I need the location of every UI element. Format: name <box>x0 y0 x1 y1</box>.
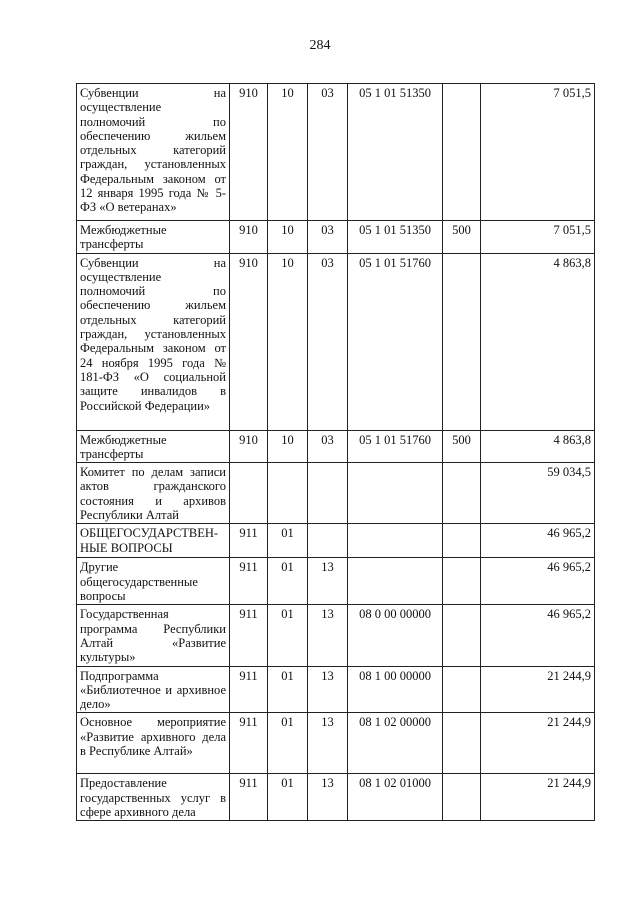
amount-value: 21 244,9 <box>481 713 595 774</box>
expense-type-code <box>443 558 481 605</box>
target-article-code <box>348 558 443 605</box>
amount-value: 21 244,9 <box>481 666 595 713</box>
expense-type-code <box>443 605 481 666</box>
target-article-code <box>348 524 443 558</box>
table-row <box>77 774 595 821</box>
subsection-code: 13 <box>308 605 348 666</box>
ministry-code: 911 <box>230 605 268 666</box>
row-name: Комитет по делам записи актов гражданского состояния и архивов Республики Алтай <box>77 463 230 524</box>
section-code: 10 <box>268 430 308 463</box>
table-row <box>77 524 595 558</box>
section-code: 01 <box>268 558 308 605</box>
section-code: 10 <box>268 253 308 430</box>
ministry-code: 910 <box>230 253 268 430</box>
ministry-code: 911 <box>230 713 268 774</box>
subsection-code: 13 <box>308 713 348 774</box>
section-code: 10 <box>268 84 308 221</box>
row-name: Межбюджетные трансферты <box>77 430 230 463</box>
table-row <box>77 666 595 713</box>
row-name: Подпрограмма «Библиотечное и архивное дело» <box>77 666 230 713</box>
budget-table <box>76 83 595 821</box>
ministry-code: 911 <box>230 558 268 605</box>
table-row <box>77 253 595 430</box>
expense-type-code: 500 <box>443 430 481 463</box>
expense-type-code <box>443 666 481 713</box>
ministry-code: 910 <box>230 430 268 463</box>
target-article-code: 05 1 01 51760 <box>348 430 443 463</box>
amount-value: 4 863,8 <box>481 430 595 463</box>
expense-type-code <box>443 713 481 774</box>
amount-value: 46 965,2 <box>481 524 595 558</box>
target-article-code: 08 1 02 00000 <box>348 713 443 774</box>
amount-value: 46 965,2 <box>481 558 595 605</box>
table-row <box>77 558 595 605</box>
table-row <box>77 84 595 221</box>
ministry-code: 910 <box>230 221 268 254</box>
row-name: Государственная программа Республики Алтай «Развитие культуры» <box>77 605 230 666</box>
expense-type-code <box>443 84 481 221</box>
row-name: Основное мероприятие «Развитие архивного дела в Республике Алтай» <box>77 713 230 774</box>
amount-value: 21 244,9 <box>481 774 595 821</box>
expense-type-code: 500 <box>443 221 481 254</box>
amount-value: 59 034,5 <box>481 463 595 524</box>
row-name: Предоставление государственных услуг в сфере архивного дела <box>77 774 230 821</box>
target-article-code: 08 1 02 01000 <box>348 774 443 821</box>
expense-type-code <box>443 524 481 558</box>
expense-type-code <box>443 774 481 821</box>
target-article-code: 08 0 00 00000 <box>348 605 443 666</box>
subsection-code: 03 <box>308 221 348 254</box>
target-article-code: 05 1 01 51350 <box>348 84 443 221</box>
ministry-code: 911 <box>230 666 268 713</box>
table-row <box>77 605 595 666</box>
subsection-code <box>308 463 348 524</box>
row-name: Субвенции на осуществление полномочий по обеспечению жильем отдельных категорий граждан, установленных Федеральным законом от 24 ноября 1995 года № 181-ФЗ «О социальной защите инвалидов в Российской Федерации» <box>77 253 230 430</box>
ministry-code <box>230 463 268 524</box>
subsection-code: 13 <box>308 666 348 713</box>
row-name: Межбюджетные трансферты <box>77 221 230 254</box>
target-article-code: 05 1 01 51350 <box>348 221 443 254</box>
table-row <box>77 221 595 254</box>
table-row <box>77 463 595 524</box>
ministry-code: 910 <box>230 84 268 221</box>
subsection-code: 03 <box>308 84 348 221</box>
ministry-code: 911 <box>230 774 268 821</box>
section-code <box>268 463 308 524</box>
page-number: 284 <box>309 38 331 53</box>
subsection-code: 13 <box>308 774 348 821</box>
amount-value: 7 051,5 <box>481 84 595 221</box>
subsection-code: 03 <box>308 253 348 430</box>
section-code: 10 <box>268 221 308 254</box>
section-code: 01 <box>268 524 308 558</box>
section-code: 01 <box>268 666 308 713</box>
target-article-code: 05 1 01 51760 <box>348 253 443 430</box>
target-article-code <box>348 463 443 524</box>
amount-value: 4 863,8 <box>481 253 595 430</box>
amount-value: 7 051,5 <box>481 221 595 254</box>
expense-type-code <box>443 463 481 524</box>
row-name: Другие общегосударственные вопросы <box>77 558 230 605</box>
row-name: ОБЩЕГОСУДАРСТВЕН-НЫЕ ВОПРОСЫ <box>77 524 230 558</box>
subsection-code: 03 <box>308 430 348 463</box>
table-row <box>77 713 595 774</box>
section-code: 01 <box>268 605 308 666</box>
ministry-code: 911 <box>230 524 268 558</box>
section-code: 01 <box>268 774 308 821</box>
subsection-code <box>308 524 348 558</box>
amount-value: 46 965,2 <box>481 605 595 666</box>
section-code: 01 <box>268 713 308 774</box>
table-row <box>77 430 595 463</box>
row-name: Субвенции на осуществление полномочий по обеспечению жильем отдельных категорий граждан, установленных Федеральным законом от 12 января 1995 года № 5-ФЗ «О ветеранах» <box>77 84 230 221</box>
target-article-code: 08 1 00 00000 <box>348 666 443 713</box>
subsection-code: 13 <box>308 558 348 605</box>
expense-type-code <box>443 253 481 430</box>
